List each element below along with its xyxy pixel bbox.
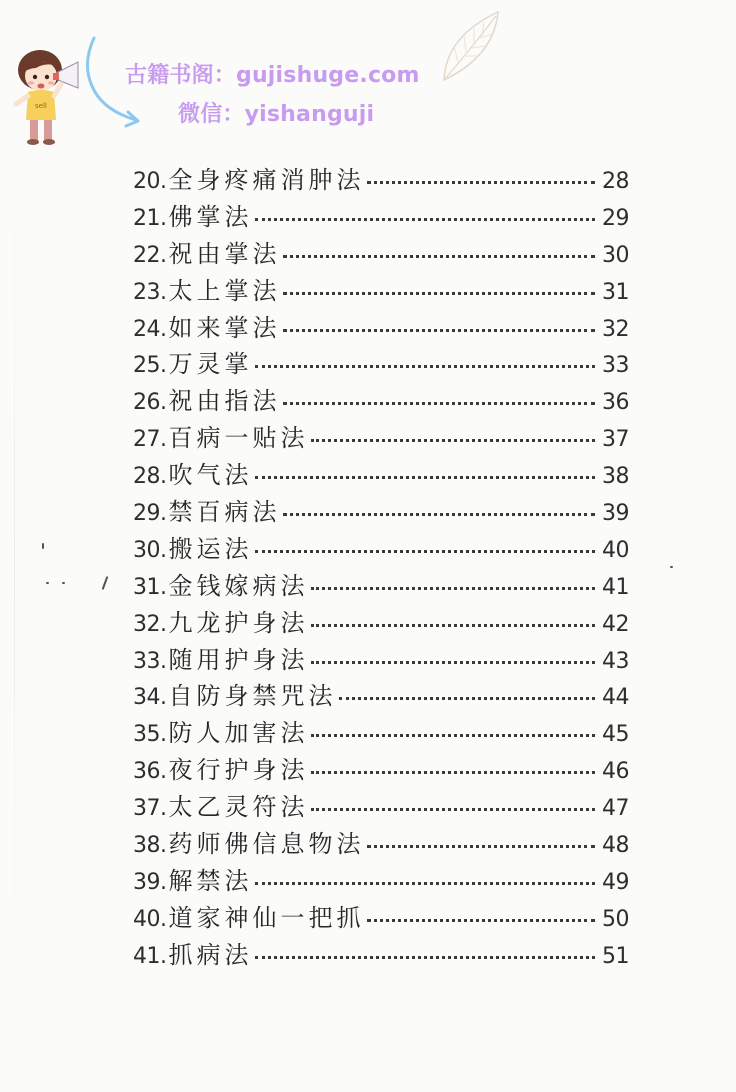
toc-entry-title: 太乙灵符法 — [168, 793, 309, 822]
toc-dot-leader — [283, 292, 596, 295]
toc-dot-leader — [255, 956, 596, 959]
toc-entry-page: 32 — [602, 316, 629, 342]
toc-entry-page: 39 — [602, 501, 629, 527]
toc-entry-page: 49 — [602, 869, 629, 895]
toc-entry-number: 29. — [133, 501, 167, 527]
toc-entry — [133, 642, 629, 679]
toc-entry-title: 道家神仙一把抓 — [168, 903, 365, 932]
toc-entry-number: 26. — [133, 390, 167, 416]
toc-entry-title: 禁百病法 — [168, 498, 281, 527]
toc-entry — [133, 605, 629, 642]
toc-dot-leader — [255, 476, 596, 479]
toc-entry — [133, 457, 629, 494]
toc-entry — [133, 752, 629, 789]
toc-entry — [133, 826, 629, 863]
toc-dot-leader — [311, 808, 596, 811]
toc-entry — [133, 900, 629, 937]
toc-entry — [133, 420, 629, 457]
toc-entry-title: 自防身禁咒法 — [168, 682, 337, 711]
toc-entry — [133, 383, 629, 420]
toc-entry-page: 43 — [602, 648, 629, 674]
toc-entry-page: 41 — [602, 574, 629, 600]
toc-entry-title: 万灵掌 — [168, 350, 253, 379]
toc-entry — [133, 678, 629, 715]
toc-entry-page: 46 — [602, 759, 629, 785]
toc-entry-number: 25. — [133, 353, 167, 379]
toc-entry-page: 50 — [602, 906, 629, 932]
toc-entry-title: 如来掌法 — [168, 313, 281, 342]
toc-entry-title: 随用护身法 — [168, 645, 309, 674]
toc-entry — [133, 568, 629, 605]
toc-dot-leader — [311, 439, 596, 442]
toc-entry-title: 吹气法 — [168, 461, 253, 490]
toc-entry-page: 30 — [602, 242, 629, 268]
toc-entry-page: 38 — [602, 464, 629, 490]
toc-entry-number: 40. — [133, 906, 167, 932]
toc-dot-leader — [255, 882, 596, 885]
toc-entry — [133, 531, 629, 568]
toc-entry-number: 34. — [133, 685, 167, 711]
toc-entry — [133, 494, 629, 531]
toc-dot-leader — [367, 181, 596, 184]
watermark-wechat-text: 微信：yishanguji — [178, 102, 375, 127]
scan-speck — [42, 543, 44, 549]
toc-entry-number: 27. — [133, 427, 167, 453]
toc-dot-leader — [311, 734, 596, 737]
toc-entry-number: 35. — [133, 722, 167, 748]
toc-dot-leader — [283, 255, 596, 258]
toc-entry — [133, 273, 629, 310]
toc-dot-leader — [255, 550, 596, 553]
toc-entry-page: 47 — [602, 796, 629, 822]
toc-entry-number: 22. — [133, 242, 167, 268]
toc-entry-number: 37. — [133, 796, 167, 822]
toc-entry-number: 33. — [133, 648, 167, 674]
toc-entry-number: 39. — [133, 869, 167, 895]
toc-entry-page: 36 — [602, 390, 629, 416]
toc-dot-leader — [339, 697, 596, 700]
toc-entry — [133, 863, 629, 900]
toc-entry — [133, 310, 629, 347]
toc-entry-page: 37 — [602, 427, 629, 453]
toc-dot-leader — [311, 624, 596, 627]
toc-entry-number: 20. — [133, 169, 167, 194]
toc-entry-page: 29 — [602, 205, 629, 231]
toc-entry-title: 佛掌法 — [168, 202, 253, 231]
toc-entry-title: 金钱嫁病法 — [168, 571, 309, 600]
toc-entry-page: 31 — [602, 279, 629, 305]
leaf-icon — [436, 6, 508, 86]
toc-dot-leader — [255, 218, 596, 221]
toc-entry-page: 44 — [602, 685, 629, 711]
toc-dot-leader — [283, 513, 596, 516]
toc-entry-title: 百病一贴法 — [168, 424, 309, 453]
toc-dot-leader — [311, 661, 596, 664]
toc-entry — [133, 199, 629, 236]
toc-entry — [133, 162, 629, 199]
toc-entry-number: 41. — [133, 943, 167, 969]
scan-speck — [102, 576, 109, 590]
svg-text:sell: sell — [35, 102, 47, 110]
toc-entry-title: 九龙护身法 — [168, 608, 309, 637]
toc-entry-page: 28 — [602, 169, 629, 194]
toc-entry-number: 38. — [133, 833, 167, 859]
toc-entry-page: 45 — [602, 722, 629, 748]
toc-entry-number: 21. — [133, 205, 167, 231]
watermark — [0, 0, 736, 150]
scan-speck — [670, 566, 673, 568]
toc-entry-page: 40 — [602, 537, 629, 563]
toc-entry-page: 51 — [602, 943, 629, 969]
toc-entry — [133, 346, 629, 383]
toc-entry — [133, 789, 629, 826]
toc-entry-number: 36. — [133, 759, 167, 785]
toc-entry-title: 药师佛信息物法 — [168, 830, 365, 859]
toc-dot-leader — [255, 365, 596, 368]
table-of-contents — [133, 162, 629, 974]
page-edge-shadow — [14, 130, 15, 1000]
toc-entry-title: 搬运法 — [168, 534, 253, 563]
toc-entry — [133, 715, 629, 752]
toc-entry-number: 24. — [133, 316, 167, 342]
toc-dot-leader — [367, 845, 596, 848]
toc-entry-number: 23. — [133, 279, 167, 305]
toc-entry-title: 祝由掌法 — [168, 239, 281, 268]
toc-entry — [133, 236, 629, 273]
toc-entry-number: 30. — [133, 537, 167, 563]
toc-entry-title: 祝由指法 — [168, 387, 281, 416]
toc-entry-page: 33 — [602, 353, 629, 379]
toc-entry-number: 32. — [133, 611, 167, 637]
scan-speck — [46, 582, 49, 584]
watermark-site-text: 古籍书阁：gujishuge.com — [125, 63, 420, 88]
toc-entry-title: 解禁法 — [168, 866, 253, 895]
toc-entry-title: 太上掌法 — [168, 276, 281, 305]
toc-entry-title: 防人加害法 — [168, 719, 309, 748]
toc-entry-page: 42 — [602, 611, 629, 637]
toc-entry-title: 夜行护身法 — [168, 756, 309, 785]
toc-dot-leader — [283, 402, 596, 405]
toc-dot-leader — [283, 329, 596, 332]
toc-dot-leader — [311, 771, 596, 774]
toc-entry-number: 28. — [133, 464, 167, 490]
scan-speck — [62, 582, 65, 584]
toc-dot-leader — [367, 919, 596, 922]
toc-dot-leader — [311, 587, 596, 590]
toc-entry-title: 全身疼痛消肿法 — [168, 166, 365, 194]
toc-entry-number: 31. — [133, 574, 167, 600]
toc-entry — [133, 937, 629, 974]
toc-entry-page: 48 — [602, 833, 629, 859]
toc-entry-title: 抓病法 — [168, 940, 253, 969]
